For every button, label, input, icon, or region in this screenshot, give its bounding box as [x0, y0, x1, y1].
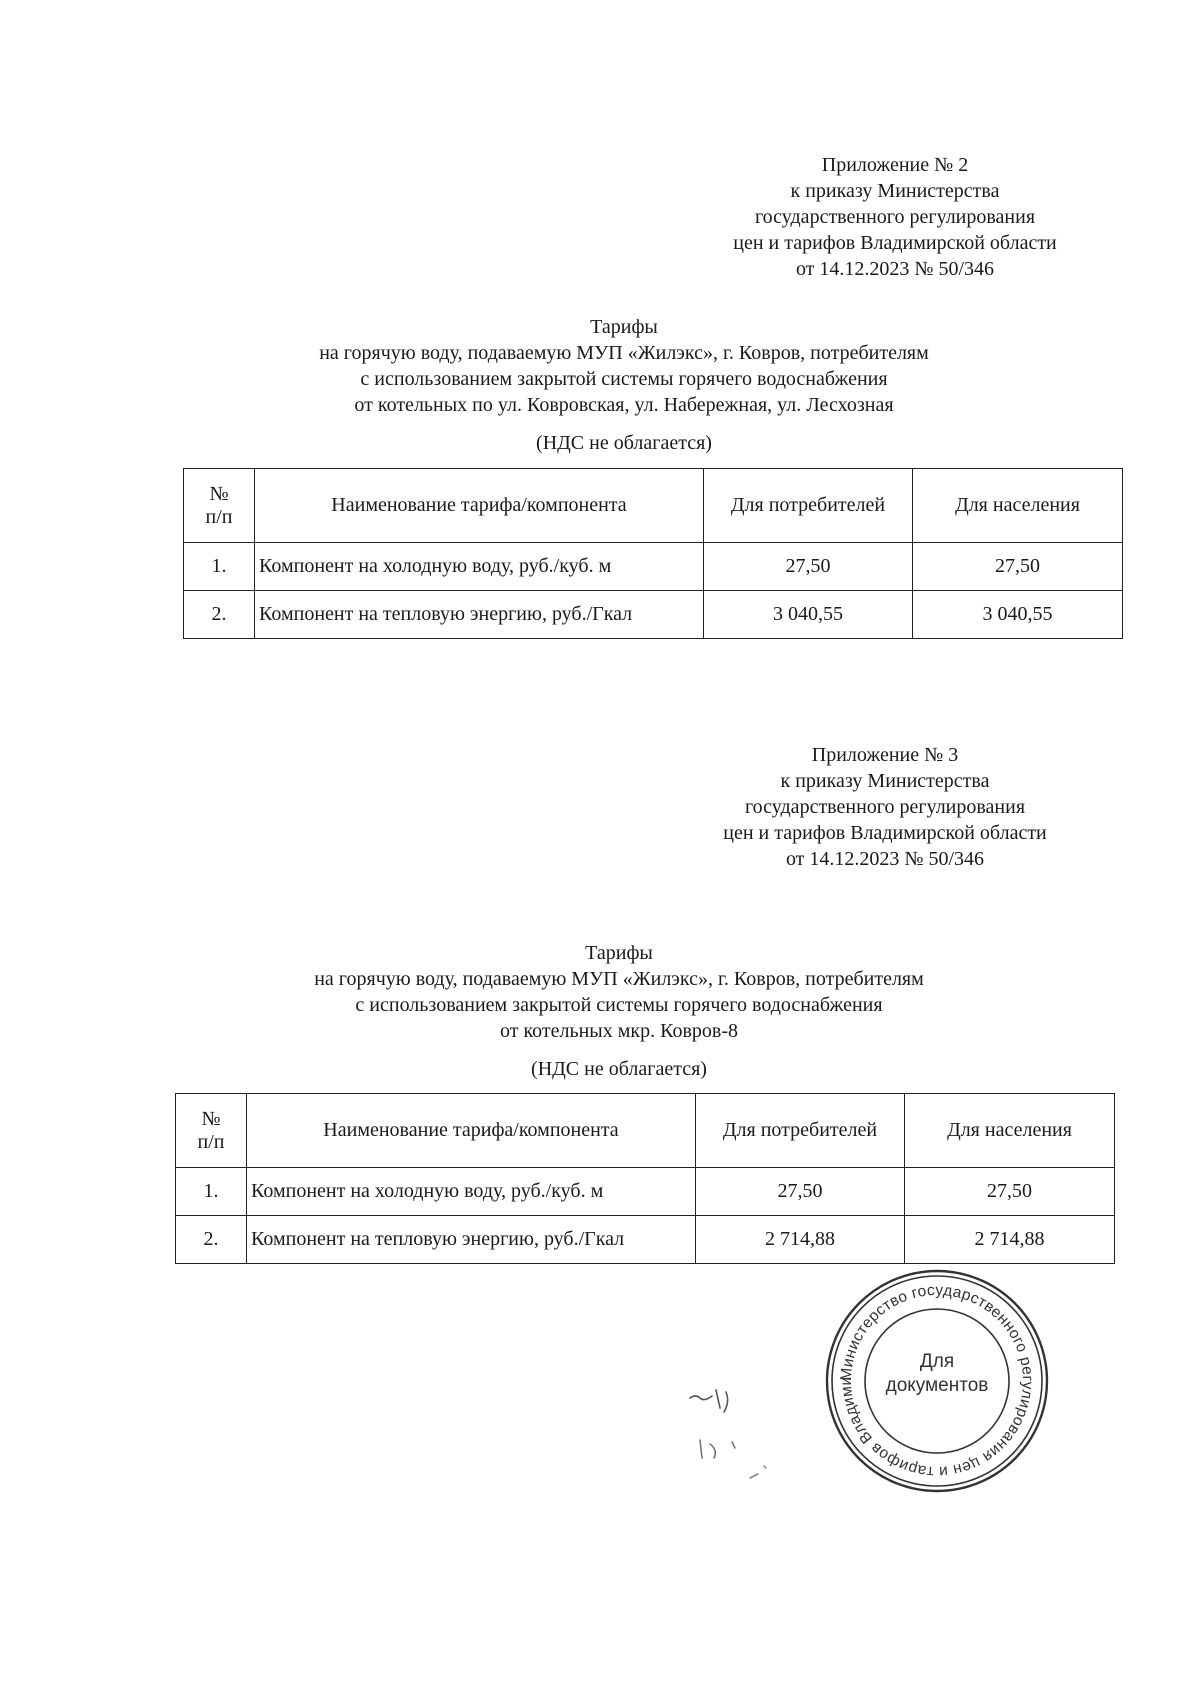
appendix-2-header — [700, 152, 1090, 282]
table-row — [184, 543, 1123, 591]
header-population: Для населения — [913, 469, 1123, 543]
row-number: 2. — [184, 591, 255, 639]
row-consumers-value: 27,50 — [704, 543, 913, 591]
appendix-line: цен и тарифов Владимирской области — [723, 822, 1047, 844]
row-number: 1. — [184, 543, 255, 591]
table-header-row — [184, 469, 1123, 543]
row-name: Компонент на холодную воду, руб./куб. м — [255, 543, 704, 591]
title-line: на горячую воду, подаваемую МУП «Жилэкс», г. Ковров, потребителям — [314, 968, 924, 990]
row-name: Компонент на тепловую энергию, руб./Гкал — [247, 1216, 696, 1264]
section-2-tariff-table — [175, 1093, 1115, 1264]
appendix-3-header — [690, 742, 1080, 872]
appendix-line: Приложение № 3 — [811, 744, 959, 766]
row-consumers-value: 3 040,55 — [704, 591, 913, 639]
appendix-line: государственного регулирования — [744, 796, 1026, 818]
section-1-tariff-table — [183, 468, 1123, 639]
stamp-center-text — [824, 1350, 1050, 1398]
title-line: от котельных по ул. Ковровская, ул. Набережная, ул. Лесхозная — [354, 394, 894, 416]
row-consumers-value: 2 714,88 — [696, 1216, 905, 1264]
header-consumers: Для потребителей — [696, 1094, 905, 1168]
official-stamp — [824, 1268, 1050, 1494]
appendix-line: к приказу Министерства — [780, 770, 990, 792]
stamp-ring-text: Министерство государственного регулирования цен и тарифов Владими — [837, 1281, 1037, 1481]
appendix-line: к приказу Министерства — [790, 180, 1000, 202]
title-line: Тарифы — [590, 316, 658, 338]
header-name: Наименование тарифа/компонента — [255, 469, 704, 543]
table-row — [176, 1168, 1115, 1216]
row-name: Компонент на тепловую энергию, руб./Гкал — [255, 591, 704, 639]
header-population: Для населения — [905, 1094, 1115, 1168]
title-line: с использованием закрытой системы горячего водоснабжения — [360, 368, 888, 390]
table-header-row — [176, 1094, 1115, 1168]
appendix-line: от 14.12.2023 № 50/346 — [795, 258, 995, 280]
header-consumers: Для потребителей — [704, 469, 913, 543]
section-1-vat-note: (НДС не облагается) — [536, 432, 712, 454]
appendix-line: цен и тарифов Владимирской области — [733, 232, 1057, 254]
section-1-title — [0, 314, 1200, 418]
section-2-title — [0, 940, 1200, 1044]
row-population-value: 27,50 — [913, 543, 1123, 591]
row-number: 2. — [176, 1216, 247, 1264]
stamp-center-line: документов — [885, 1375, 989, 1396]
stamp-center-line: Для — [919, 1351, 955, 1372]
signature-mark — [680, 1370, 800, 1490]
header-number: № п/п — [184, 469, 255, 543]
appendix-line: Приложение № 2 — [821, 154, 969, 176]
title-line: Тарифы — [585, 942, 653, 964]
row-population-value: 27,50 — [905, 1168, 1115, 1216]
title-line: от котельных мкр. Ковров-8 — [499, 1020, 739, 1042]
title-line: с использованием закрытой системы горячего водоснабжения — [355, 994, 883, 1016]
row-population-value: 2 714,88 — [905, 1216, 1115, 1264]
header-name: Наименование тарифа/компонента — [247, 1094, 696, 1168]
title-line: на горячую воду, подаваемую МУП «Жилэкс», г. Ковров, потребителям — [319, 342, 929, 364]
header-number: № п/п — [176, 1094, 247, 1168]
section-2-vat-note: (НДС не облагается) — [531, 1058, 707, 1080]
row-consumers-value: 27,50 — [696, 1168, 905, 1216]
row-name: Компонент на холодную воду, руб./куб. м — [247, 1168, 696, 1216]
appendix-line: государственного регулирования — [754, 206, 1036, 228]
table-row — [176, 1216, 1115, 1264]
appendix-line: от 14.12.2023 № 50/346 — [785, 848, 985, 870]
row-number: 1. — [176, 1168, 247, 1216]
row-population-value: 3 040,55 — [913, 591, 1123, 639]
table-row — [184, 591, 1123, 639]
